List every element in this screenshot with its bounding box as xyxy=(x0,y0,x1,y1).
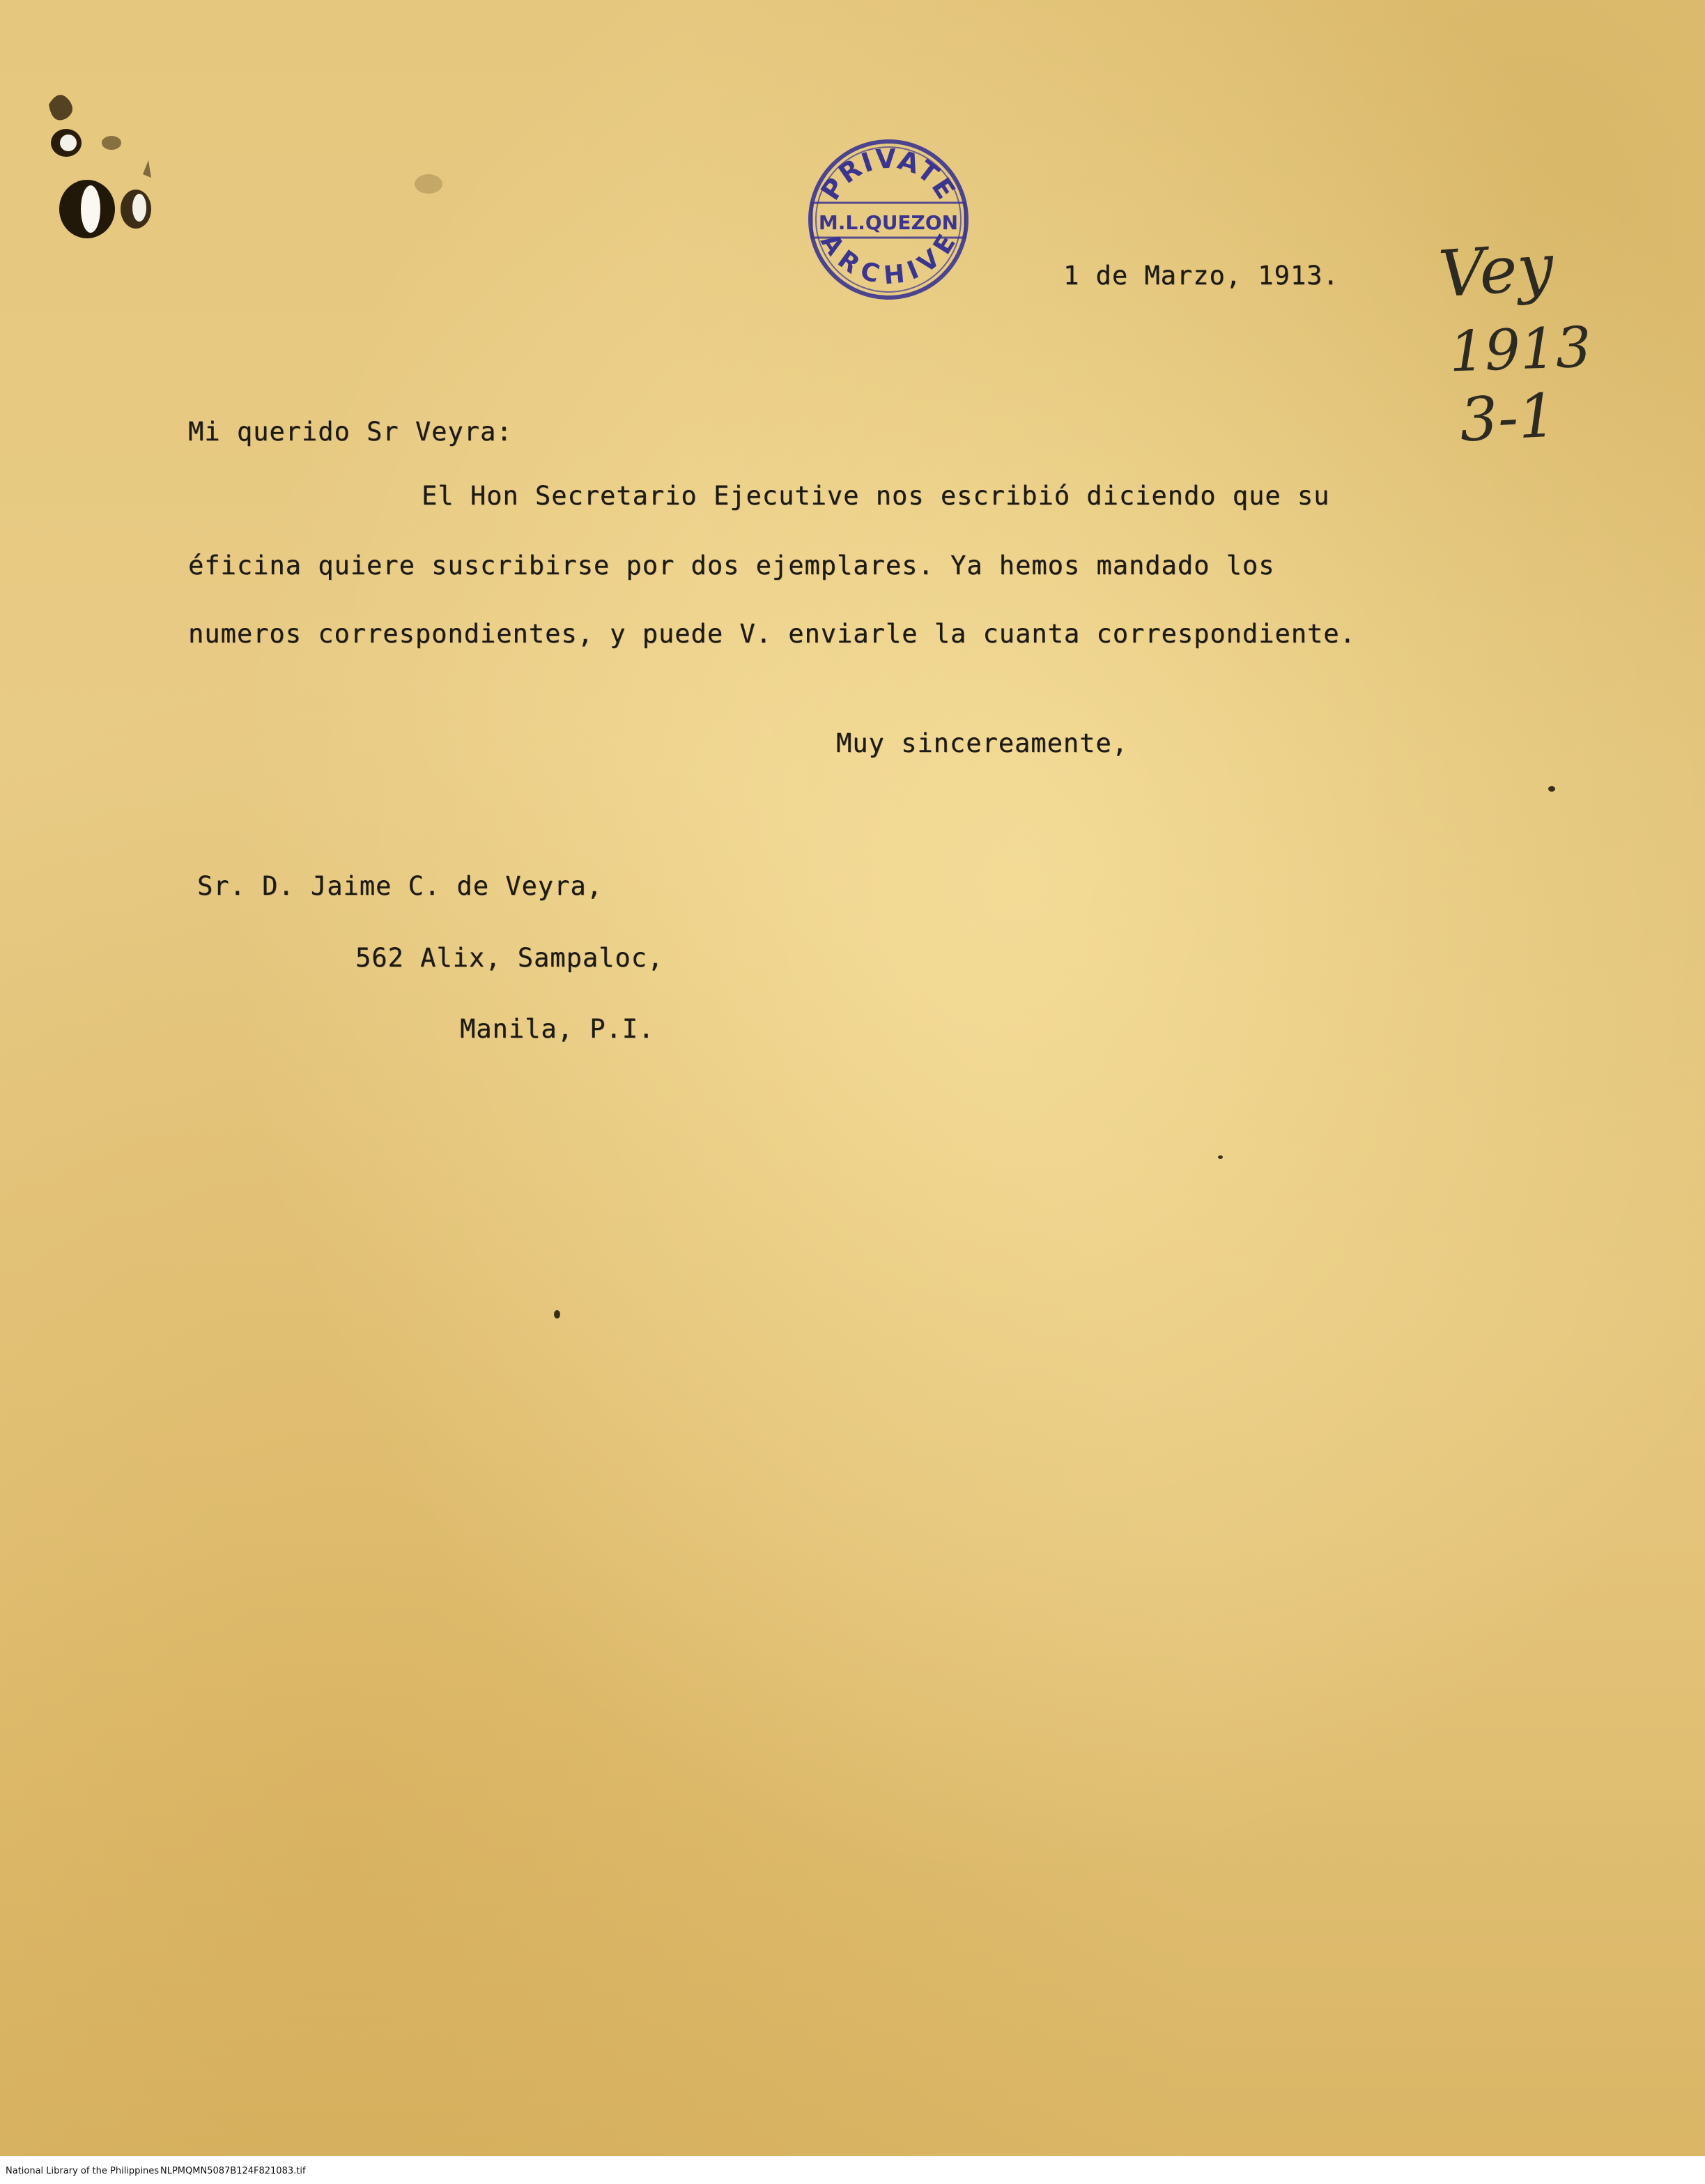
stamp-middle-text: M.L.QUEZON xyxy=(818,211,959,234)
address-line: 562 Alix, Sampaloc, xyxy=(355,943,664,973)
handwritten-date-note: 3-1 xyxy=(1458,380,1559,456)
paper-speck xyxy=(554,1310,560,1318)
paper-stain xyxy=(415,174,442,194)
handwritten-name-note: Vey xyxy=(1436,229,1556,312)
paper-speck xyxy=(1218,1155,1223,1159)
paper-speck xyxy=(1548,786,1555,792)
scan-footer xyxy=(0,2156,1705,2184)
handwritten-year-note: 1913 xyxy=(1448,314,1593,385)
letter-body-line: El Hon Secretario Ejecutive nos escribió diciendo que su xyxy=(422,481,1330,511)
footer-institution: National Library of the Philippines xyxy=(6,2166,160,2176)
archive-stamp xyxy=(805,136,972,303)
letter-body-line: numeros correspondientes, y puede V. enviarle la cuanta correspondiente. xyxy=(188,619,1356,649)
address-line: Sr. D. Jaime C. de Veyra, xyxy=(197,871,603,901)
letter-body-line: éficina quiere suscribirse por dos ejemplares. Ya hemos mandado los xyxy=(188,551,1275,580)
stamp-top-text: PRIVATE xyxy=(815,143,962,206)
letter-date: 1 de Marzo, 1913. xyxy=(1063,261,1339,291)
footer-filename: NLPMQMN5087B124F821083.tif xyxy=(160,2166,306,2176)
stamp-bottom-text: ARCHIVE xyxy=(815,228,962,291)
letter-closing: Muy sincereamente, xyxy=(836,728,1128,758)
letter-salutation: Mi querido Sr Veyra: xyxy=(188,417,513,447)
punch-hole-marks xyxy=(21,77,153,265)
address-line: Manila, P.I. xyxy=(460,1014,655,1044)
